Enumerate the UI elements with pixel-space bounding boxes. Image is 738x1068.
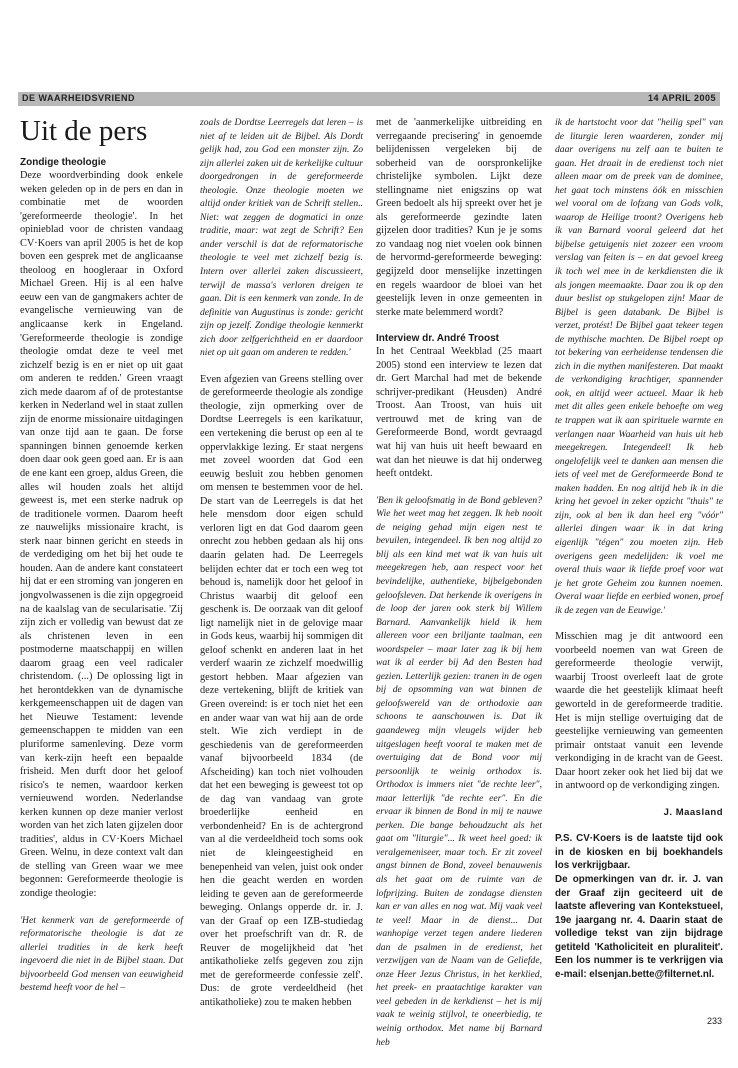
magazine-name: DE WAARHEIDSVRIEND: [22, 93, 136, 103]
quote-paragraph: zoals de Dordtse Leerregels dat leren – is niet af te leiden uit de Bijbel. Als Dordt gelijk had, zou God een monster zijn. Zo zijn allerlei zaken uit de kerkelijke cultuur doorgedrongen in de gereformeerde theologie. Onze theologie moeten we altijd onder kritiek van de Schrift stellen.. Niet: wat zeggen de dogmatici in onze traditie, maar: wat zegt de Schrift? Een ander verschil is dat de reformatorische theologie te veel met zichzelf bezig is. Intern over allerlei zaken discussieert, terwijl de massa's verloren dreigen te gaan. Dit is een kenmerk van zonde. In de definitie van Augustinus is zonde: gericht zijn op jezelf. Zondige theologie kenmerkt zich door zelfgerichtheid en er daardoor niet op uit gaan om anderen te redden.': [200, 117, 363, 359]
paragraph: Even afgezien van Greens stelling over de gereformeerde theologie als zondige theologie, zijn opmerking over de Dordtse Leerregels is een karikatuur, een vertekening die berust op een al te oppervlakkige lezing. Er staat nergens met zoveel woorden dat God een eeuwig besluit zou hebben genomen om mensen te bestemmen voor de hel. De start van de Leerregels is dat het hele mensdom door eigen schuld verloren ligt en dat God daarom geen onrecht zou hebben gedaan als hij ons daarin gelaten had. De Leerregels belijden echter dat er toch een weg tot behoud is, namelijk door het geloof in Christus waarbij dit geloof een geschenk is. De oorzaak van dit geloof ligt namelijk niet in de gelovige maar in Gods keus, waarbij hij sommigen dit geloof schenkt en anderen laat in het verderf waarin ze zichzelf moedwillig gestort hebben. Maar afgezien van deze vertekening, blijft de kritiek van Green overeind: is er toch niet het een en ander waar van wat hij aan de orde stelt. Wie zich verdiept in de geschiedenis van de gereformeerden vanaf bijvoorbeeld 1834 (de Afscheiding) kan toch niet volhouden dat het een beweging is geweest tot op de dag van vandaag van grote broederlijke eenheid en verbondenheid? En is de achtergrond van al die verdeeldheid toch soms ook niet de kleingeestigheid en benepenheid van velen, juist ook onder hen die geacht werden en worden leiding te geven aan de gereformeerde beweging. Onlangs opperde dr. ir. J. van der Graaf op een IZB-studiedag over het proefschrift van dr. R. de Reuver de mogelijkheid dat 'het antikatholieke zelfs gegeven zou zijn met de gereformeerde confessie zelf'. Dus: de grote verdeeldheid (het antikatholieke) zou te maken hebben: [200, 373, 363, 1008]
page-header-bar: [18, 92, 720, 106]
paragraph: In het Centraal Weekblad (25 maart 2005) stond een interview te lezen dat dr. Gert Marchal had met de bekende schrijver-predikant (Heusden) André Troost. Aan Troost, van huis uit vertrouwd met de kring van de Gereformeerde Bond, wordt gevraagd wat hij van huis uit heeft bewaard en wat dan het nieuwe is dat hij onderweg heeft ontdekt.: [376, 346, 542, 480]
page-title: Uit de pers: [20, 115, 148, 147]
column-3: [376, 116, 542, 1049]
paragraph: met de 'aanmerkelijke uitbreiding en verregaande precisering' in genoemde belijdenissen vergeleken bij de soberheid van de oorspronkelijke christelijke symbolen. Lijkt deze stellingname niet enigszins op wat Green bedoelt als hij spreekt over het je als gereformeerde gezindte laten gijzelen door tradities? Kun je je soms zo vandaag nog niet voelen ook binnen de hervormd-gereformeerde beweging: gegijzeld door menselijke inzettingen en regels waardoor de bloei van het geestelijk leven in onze gemeenten in sterke mate belemmerd wordt?: [376, 117, 542, 318]
column-2: [200, 116, 363, 1010]
section-heading: Zondige theologie: [20, 157, 107, 168]
page-number: 233: [706, 1016, 722, 1026]
paragraph: Deze woordverbinding dook enkele weken geleden op in de pers en dan in combinatie met de woorden 'gereformeerde theologie'. In het opinieblad voor de christen vandaag CV·Koers van april 2005 is het de kop boven een gesprek met de anglicaanse theoloog en hoogleraar in Oxford Michael Green. Hij is al een halve eeuw een van de gangmakers achter de evangelische vernieuwing van de anglicaanse kerk in Engeland. 'Gereformeerde theologie is zondige theologie omdat deze te veel met zichzelf bezig is en er niet op uit gaat om anderen te redden.' Green vraagt zich mede daarom af of de protestantse kerken in Nederland wel in staat zullen zijn de enorme missionaire uitdagingen van onze tijd aan te gaan. De forse spanningen binnen genoemde kerken doen daar ook geen goed aan. Er is aan de ene kant een groep, aldus Green, die alles wil houden zoals het altijd geweest is, met een sterke nadruk op de traditionele vormen. Daarom heeft ze nauwelijks missionaire kracht, is sterk naar binnen gericht en steeds in de verdediging om het bij het oude te houden. Aan de andere kant constateert hij dat er een stroming van jongeren en jongvolwassenen is die zijn opgegroeid na de kaalslag van de secularisatie. 'Zij zijn zich er volledig van bewust dat ze als christenen leven in een postmoderne maatschappij en willen daarom graag een veel radicaler christendom. (...) De oplossing ligt in het herontdekken van de dynamische kerkgemeenschappen uit de dagen van het Nieuwe Testament: levende gemeenschappen te midden van een pluriforme samenleving. Deze vorm van kerk-zijn heeft een bepaalde frisheid. Men durft door het geloof risico's te nemen, waardoor kerken vernieuwend worden. Nederlandse kerken kunnen op deze manier verlost worden van het zich laten gijzelen door tradities', aldus in CV·Koers Michael Green. Welnu, in deze context valt dan de stelling van Green waar we mee begonnen: Gereformeerde theologie is zondige theologie:: [20, 170, 183, 899]
issue-date: 14 APRIL 2005: [647, 93, 716, 103]
section-heading: Interview dr. André Troost: [376, 333, 499, 345]
postscript: P.S. CV·Koers is de laatste tijd ook in de kiosken en bij boekhandels los verkrijgbaar.: [555, 833, 723, 872]
column-4: [555, 116, 723, 981]
column-1: [20, 116, 183, 995]
quote-paragraph: 'Ben ik geloofsmatig in de Bond gebleven? Wie het weet mag het zeggen. Ik heb nooit de neiging gehad mijn eigen nest te bevuilen, integendeel. Ik ben nog altijd zo blij als een kind met wat ik van huis uit meegekregen heb, aan respect voor het bevindelijke, authentieke, bijbelgebonden geloofsleven. Dat herkende ik overigens in de loop der jaren ook sterk bij Willem Barnard. Aanvankelijk hield ik hem allereen voor een briljante taalman, een woordspeler – maar later zag ik bij hem wat ik al eerder bij Ad den Besten had gezien. Letterlijk gezien: tranen in de ogen bij de opsomming van wat binnen de geloofswereld van de orthodoxie aan schoons te aanschouwen is. Dat ik gaandeweg mijn vleugels wijder heb uitgeslagen heeft vooral te maken met de overtuiging dat de Bond voor mij persoonlijk te weinig orthodox is. Orthodox is immers niet "de rechte leer", maar letterlijk "de rechte eer". En die ervaar ik binnen de Bond in mij te nauwe perken. Die bange behoudzucht als het gaat om "liturgie"... Ik weet heel goed: ik veralgemeniseer, maar toch. Er zit zoveel angst binnen de Bond, zoveel benauwenis als het gaat om de ruimte van de lofprijzing. Buiten de zondagse diensten kan er van alles en nog wat. Mij vaak veel te veel! Maar in de dienst... Dat wanhopige verzet tegen andere liederen dan de psalmen in de eredienst, het verzwijgen van de Naam van de Geliefde, onze Heer Jezus Christus, in het kerklied, het preek- en praatachtige karakter van veel gebeden in de kerkdienst – het is mij vaak te weinig stijlvol, te oneerbiedig, te weinig orthodox. Met name bij Barnard heb: [376, 494, 542, 1048]
quote-paragraph: 'Het kenmerk van de gereformeerde of reformatorische theologie is dat ze allerlei tradities in de kerk heeft ingevoerd die niet in de Bijbel staan. Dat bijvoorbeeld God mensen van eeuwigheid bestemd heeft voor de hel –: [20, 914, 183, 994]
postscript-note: De opmerkingen van dr. ir. J. van der Graaf zijn geciteerd uit de laatste aflevering van Kontekstueel, 19e jaargang nr. 4. Daarin staat de volledige tekst van zijn bijdrage getiteld 'Katholiciteit en pluraliteit'. Een los nummer is te verkrijgen via e-mail: elsenjan.bette@filternet.nl.: [555, 873, 723, 980]
author-signature: J. Maasland: [663, 806, 723, 818]
paragraph: Misschien mag je dit antwoord een voorbeeld noemen van wat Green de gereformeerde theologie verwijt, waarbij Troost overleeft laat de grote waarde die het geestelijk klimaat heeft geworteld in de gereformeerde traditie. Het is mijn stellige overtuiging dat de geestelijke vernieuwing van gemeenten primair ontstaat vanuit een levende verkondiging in de kracht van de Geest. Daar hoort zeker ook het lied bij dat we in antwoord op de verkondiging zingen.: [555, 631, 723, 792]
quote-paragraph: ik de hartstocht voor dat "heilig spel" van de liturgie leren waarderen, zonder mij daar overigens nu zelf aan te buiten te gaan. Het draait in de eredienst toch niet alleen maar om de preek van de dominee, het gaat toch minstens óók en misschien wel vooral om de lofzang van Gods volk, waarop de Heilige troont? Overigens heb ik van Barnard vooral geleerd dat het bijbelse getuigenis niet zozeer een vroom verslag van feiten is – en dat gevoel kreeg ik toch wel mee in de kerkdiensten die ik als jongen meemaakte. Daar zou ik op den duur beslist op stukgelopen zijn! Maar de Bijbel is geen databank. De Bijbel is verzet, protést! De Bijbel gaat tekeer tegen de mythische machten. De Bijbel roept op tot bekering van eerheidense tendensen die zich in die mythen manifesteren. Dat maakt de verkondiging krachtiger, spannender ook, en altijd weer actueel. Maar ik heb met dit alles geen enkele behoefte om weg te trappen wat ik aan spirituele warmte en verlangen naar Waarheid van huis uit heb meegekregen. Integendeel! Ik heb ongelofelijk veel te danken aan mensen die iets of veel met de Gereformeerde Bond te maken hadden. En nog altijd heb ik in die kring het gevoel in zeker opzicht "thuis" te zijn, ook al ben ik dan heel erg "vóór" allerlei dingen waar ik in dat kring eigenlijk "tégen" zou moeten zijn. Heb overigens geen medelijden: ik voel me overal thuis waar ik liefde proef voor wat je het grote Geheim zou kunnen noemen. Overal waar liefde en eerbied wonen, proef ik de zegen van de Eeuwige.': [555, 117, 723, 616]
